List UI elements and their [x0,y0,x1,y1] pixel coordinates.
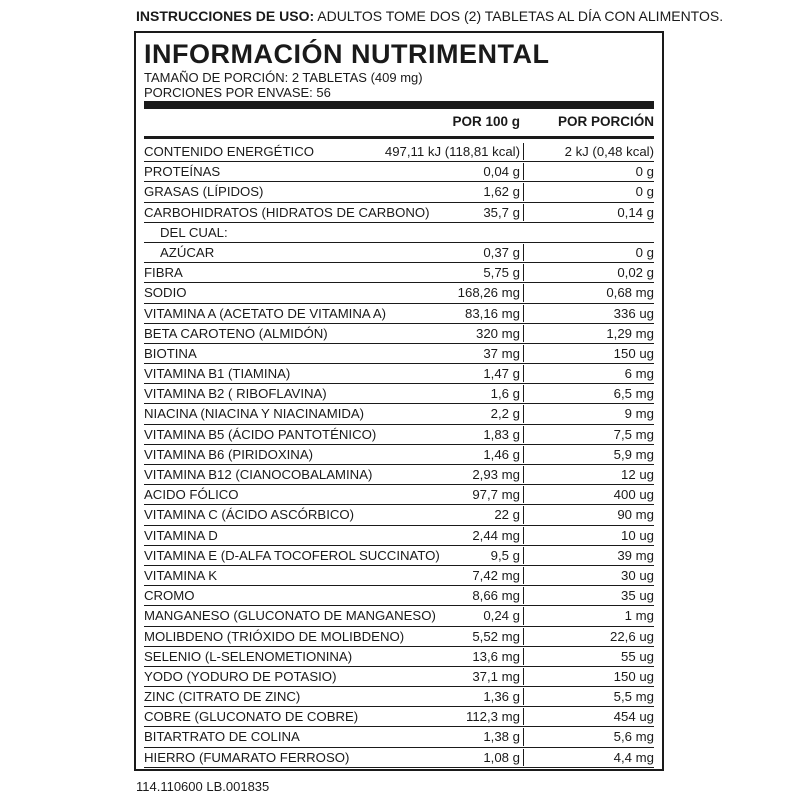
value-per-100g: 0,04 g [483,164,520,180]
column-separator [523,547,524,564]
nutrient-row [144,526,654,546]
value-per-100g: 0,37 g [483,244,520,260]
column-separator [523,668,524,685]
nutrient-name: CONTENIDO ENERGÉTICO [144,144,314,159]
column-separator [523,345,524,362]
value-per-100g: 1,08 g [483,749,520,765]
value-per-serving: 0 g [635,164,654,180]
nutrient-row [144,627,654,647]
nutrient-row [144,364,654,384]
value-per-100g: 5,52 mg [472,628,520,644]
value-per-serving: 0 g [635,244,654,260]
nutrient-name: FIBRA [144,265,183,281]
nutrient-row [144,263,654,283]
nutrient-row [144,606,654,626]
nutrient-row [144,404,654,424]
nutrient-name: BETA CAROTENO (ALMIDÓN) [144,325,328,341]
value-per-serving: 150 ug [613,345,654,361]
column-separator [523,708,524,725]
nutrient-row [144,142,654,162]
nutrient-name: VITAMINA A (ACETATO DE VITAMINA A) [144,305,387,321]
nutrient-name: YODO (YODURO DE POTASIO) [144,668,337,684]
value-per-serving: 0,02 g [617,265,654,281]
nutrient-row [144,304,654,324]
nutrient-row [144,647,654,667]
value-per-serving: 7,5 mg [613,426,654,442]
nutrient-row [144,465,654,485]
nutrient-name: MANGANESO (GLUCONATO DE MANGANESO) [144,608,436,624]
value-per-100g: 37,1 mg [472,668,520,684]
nutrient-name: VITAMINA E (D-ALFA TOCOFEROL SUCCINATO) [144,547,440,563]
nutrient-name: VITAMINA B2 ( RIBOFLAVINA) [144,386,327,402]
value-per-100g: 1,46 g [483,446,520,462]
nutrient-name: DEL CUAL: [160,224,228,240]
column-separator [523,405,524,422]
value-per-100g: 83,16 mg [465,305,520,321]
value-per-100g: 497,11 kJ (118,81 kcal) [384,144,520,159]
value-per-100g: 13,6 mg [472,648,520,664]
value-per-serving: 5,6 mg [613,729,654,745]
nutrient-row [144,667,654,687]
nutrient-row [144,687,654,707]
value-per-100g: 2,2 g [490,406,520,422]
value-per-serving: 30 ug [620,567,654,583]
value-per-100g: 1,38 g [483,729,520,745]
nutrient-row [144,727,654,747]
value-per-serving: 2 kJ (0,48 kcal) [564,144,654,159]
column-separator [523,284,524,301]
value-per-serving: 35 ug [620,588,654,604]
nutrient-row [144,283,654,303]
nutrient-name: COBRE (GLUCONATO DE COBRE) [144,709,359,725]
nutrition-facts-panel [134,31,664,771]
nutrient-row [144,505,654,525]
servings-per-container: PORCIONES POR ENVASE: 56 [144,85,331,100]
column-separator [523,567,524,584]
value-per-100g: 2,93 mg [472,467,520,482]
nutrient-name: VITAMINA B5 (ÁCIDO PANTOTÉNICO) [144,426,377,442]
column-separator [523,365,524,382]
column-separator [523,648,524,665]
value-per-100g: 5,75 g [483,265,520,281]
serving-info [144,70,423,100]
column-separator [523,728,524,745]
value-per-100g: 0,24 g [483,608,520,624]
value-per-serving: 9 mg [624,406,654,422]
value-per-100g: 1,47 g [483,366,520,382]
nutrient-row [144,182,654,202]
nutrient-row [144,344,654,364]
nutrient-row [144,445,654,465]
nutrient-row [144,425,654,445]
nutrient-row [144,586,654,606]
nutrient-name: GRASAS (LÍPIDOS) [144,184,264,200]
value-per-serving: 10 ug [620,527,654,543]
value-per-100g: 320 mg [476,325,520,341]
value-per-serving: 5,9 mg [613,446,654,462]
value-per-serving: 5,5 mg [613,689,654,705]
column-separator [523,426,524,443]
nutrient-name: VITAMINA B6 (PIRIDOXINA) [144,446,314,462]
value-per-serving: 90 mg [617,507,654,523]
column-separator [523,264,524,281]
value-per-serving: 336 ug [613,305,654,321]
panel-title: INFORMACIÓN NUTRIMENTAL [144,39,550,69]
value-per-serving: 150 ug [613,668,654,684]
nutrient-row [144,707,654,727]
value-per-serving: 22,6 ug [610,628,654,644]
value-per-serving: 12 ug [620,467,654,482]
nutrient-name: SELENIO (L-SELENOMETIONINA) [144,648,353,664]
nutrient-name: CARBOHIDRATOS (HIDRATOS DE CARBONO) [144,204,430,220]
value-per-100g: 22 g [494,507,520,523]
header-divider [144,136,654,139]
nutrient-name: AZÚCAR [160,244,215,260]
value-per-100g: 8,66 mg [472,588,520,604]
value-per-serving: 0 g [635,184,654,200]
column-separator [523,506,524,523]
column-separator [523,688,524,705]
nutrient-name: VITAMINA B12 (CIANOCOBALAMINA) [144,467,373,482]
value-per-100g: 1,62 g [483,184,520,200]
column-separator [523,163,524,180]
nutrient-name: BIOTINA [144,345,197,361]
column-separator [523,446,524,463]
nutrient-name: HIERRO (FUMARATO FERROSO) [144,749,350,765]
value-per-100g: 7,42 mg [472,567,520,583]
nutrient-name: NIACINA (NIACINA Y NIACINAMIDA) [144,406,365,422]
nutrient-row [144,223,654,243]
nutrient-row [144,485,654,505]
value-per-serving: 4,4 mg [613,749,654,765]
nutrient-row [144,162,654,182]
serving-size: TAMAÑO DE PORCIÓN: 2 TABLETAS (409 mg) [144,70,423,85]
column-header-row [144,114,654,132]
thick-divider [144,101,654,109]
value-per-100g: 1,6 g [490,386,520,402]
usage-instructions [136,8,723,24]
instructions-label: INSTRUCCIONES DE USO: [136,8,315,24]
value-per-serving: 55 ug [620,648,654,664]
column-separator [523,325,524,342]
instructions-text: ADULTOS TOME DOS (2) TABLETAS AL DÍA CON ALIMENTOS. [314,8,724,24]
value-per-serving: 454 ug [613,709,654,725]
value-per-serving: 400 ug [613,487,654,503]
column-separator [523,587,524,604]
column-separator [523,204,524,221]
nutrient-row [144,324,654,344]
value-per-100g: 1,36 g [483,689,520,705]
value-per-100g: 35,7 g [483,204,520,220]
value-per-serving: 1,29 mg [606,325,654,341]
value-per-100g: 168,26 mg [457,285,520,301]
value-per-100g: 112,3 mg [465,709,520,725]
value-per-100g: 37 mg [483,345,520,361]
value-per-serving: 39 mg [617,547,654,563]
nutrient-name: ZINC (CITRATO DE ZINC) [144,689,301,705]
value-per-serving: 0,14 g [617,204,654,220]
nutrient-name: VITAMINA B1 (TIAMINA) [144,366,291,382]
nutrient-row [144,203,654,223]
nutrient-name: SODIO [144,285,187,301]
nutrient-name: ACIDO FÓLICO [144,487,239,503]
value-per-serving: 6 mg [624,366,654,382]
nutrient-name: BITARTRATO DE COLINA [144,729,300,745]
header-per-serving: POR PORCIÓN [557,114,654,129]
nutrient-row [144,546,654,566]
value-per-100g: 2,44 mg [472,527,520,543]
column-separator [523,527,524,544]
column-separator [523,183,524,200]
nutrient-row [144,384,654,404]
column-separator [523,486,524,503]
value-per-100g: 9,5 g [490,547,520,563]
nutrient-name: MOLIBDENO (TRIÓXIDO DE MOLIBDENO) [144,628,405,644]
value-per-serving: 1 mg [624,608,654,624]
value-per-serving: 6,5 mg [613,386,654,402]
nutrient-row [144,566,654,586]
nutrient-row [144,748,654,768]
column-separator [523,749,524,766]
column-separator [523,244,524,261]
nutrient-name: PROTEÍNAS [144,164,221,180]
nutrient-name: VITAMINA C (ÁCIDO ASCÓRBICO) [144,507,355,523]
column-separator [523,628,524,645]
nutrient-name: VITAMINA D [144,527,218,543]
nutrient-table [144,142,654,768]
value-per-100g: 97,7 mg [472,487,520,503]
nutrient-name: CROMO [144,588,195,604]
column-separator [523,385,524,402]
column-separator [523,466,524,483]
nutrient-name: VITAMINA K [144,567,218,583]
column-separator [523,143,524,160]
nutrient-row [144,243,654,263]
lot-code: 114.110600 LB.001835 [136,779,270,794]
header-per-100g: POR 100 g [452,114,520,129]
value-per-serving: 0,68 mg [606,285,654,301]
column-separator [523,607,524,624]
value-per-100g: 1,83 g [483,426,520,442]
column-separator [523,305,524,322]
